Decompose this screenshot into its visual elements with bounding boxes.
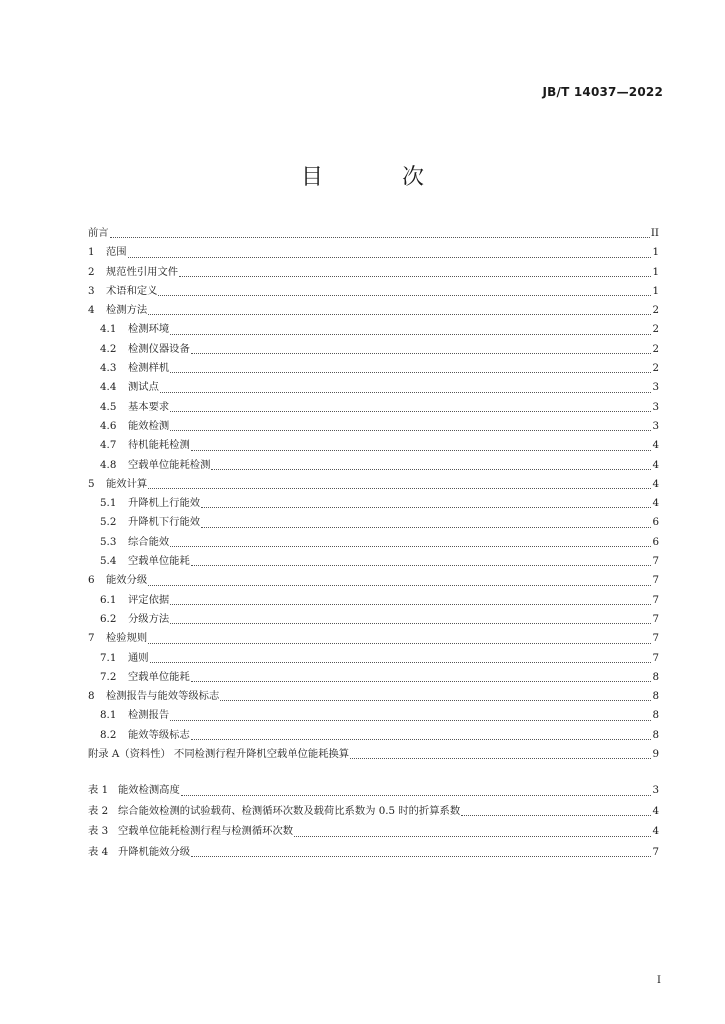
entry-title: 规范性引用文件: [106, 265, 179, 278]
dot-leader: [191, 738, 652, 740]
entry-page: 4: [652, 439, 659, 452]
dot-leader: [294, 835, 651, 837]
toc-entry[interactable]: [88, 359, 659, 378]
toc-entry[interactable]: [88, 494, 659, 513]
entry-number: 6.1: [100, 593, 117, 606]
dot-leader: [170, 371, 651, 373]
entry-number: 6: [88, 574, 95, 587]
dot-leader: [170, 603, 651, 605]
dot-leader: [110, 236, 650, 238]
entry-page: 8: [652, 709, 659, 722]
entry-page: 4: [652, 458, 659, 471]
entry-page: 7: [652, 632, 659, 645]
entry-title: 评定依据: [128, 593, 170, 606]
entry-number: 4.4: [100, 381, 117, 394]
entry-page: 7: [652, 574, 659, 587]
toc-entry[interactable]: [88, 552, 659, 571]
entry-page: 6: [652, 535, 659, 548]
entry-page: 2: [652, 304, 659, 317]
entry-number: 8: [88, 690, 95, 703]
entry-number: 4.8: [100, 458, 117, 471]
entry-title: 检测方法: [106, 304, 148, 317]
entry-page: 7: [652, 593, 659, 606]
table-entry[interactable]: [88, 842, 659, 863]
toc-entry[interactable]: [88, 571, 659, 590]
toc-entry[interactable]: [88, 320, 659, 339]
table-of-contents: [88, 224, 659, 764]
entry-number: 表 3: [88, 825, 109, 837]
entry-title: 基本要求: [128, 400, 170, 413]
standard-code: JB/T 14037—2022: [542, 85, 663, 99]
entry-title: 检验规则: [106, 632, 148, 645]
entry-title: 升降机下行能效: [128, 516, 201, 529]
dot-leader: [128, 256, 652, 258]
dot-leader: [191, 449, 652, 451]
entry-page: 3: [652, 419, 659, 432]
entry-number: 8.2: [100, 728, 117, 741]
entry-number: 表 4: [88, 845, 109, 858]
entry-page: II: [650, 227, 659, 239]
entry-number: 4.1: [100, 323, 117, 336]
entry-number: 4.5: [100, 400, 117, 413]
dot-leader: [461, 814, 651, 816]
entry-title: 空载单位能耗: [128, 670, 190, 683]
entry-title: 能效等级标志: [128, 728, 190, 741]
dot-leader: [191, 564, 652, 566]
entry-page: 4: [652, 804, 659, 817]
entry-number: 2: [88, 265, 95, 278]
dot-leader: [170, 410, 651, 412]
entry-title: 术语和定义: [106, 284, 158, 297]
dot-leader: [170, 719, 651, 721]
entry-title: 分级方法: [128, 612, 170, 625]
toc-entry[interactable]: [88, 456, 659, 475]
toc-entry[interactable]: [88, 591, 659, 610]
dot-leader: [158, 294, 651, 296]
entry-page: 7: [652, 845, 659, 858]
entry-number: 表 2: [88, 804, 109, 817]
dot-leader: [201, 526, 651, 528]
entry-number: 5.2: [100, 516, 117, 529]
toc-entry[interactable]: [88, 745, 659, 764]
toc-entry[interactable]: [88, 629, 659, 648]
entry-title: 检测样机: [128, 362, 170, 375]
entry-title: 综合能效: [128, 535, 170, 548]
entry-title: 通则: [128, 651, 149, 664]
toc-entry[interactable]: [88, 224, 659, 243]
entry-page: 3: [652, 381, 659, 394]
dot-leader: [170, 622, 651, 624]
dot-leader: [350, 757, 651, 759]
entry-title: 能效检测: [128, 419, 170, 432]
toc-entry[interactable]: [88, 263, 659, 282]
entry-title: 检测报告与能效等级标志: [106, 690, 220, 703]
entry-page: 2: [652, 342, 659, 355]
entry-page: 2: [652, 323, 659, 336]
toc-entry[interactable]: [88, 417, 659, 436]
toc-entry[interactable]: [88, 533, 659, 552]
entry-title: 检测环境: [128, 323, 170, 336]
entry-title: 附录 A（资料性） 不同检测行程升降机空载单位能耗换算: [88, 748, 350, 761]
dot-leader: [191, 855, 651, 857]
entry-title: 能效分级: [106, 574, 148, 587]
entry-page: 1: [652, 265, 659, 278]
entry-page: 3: [652, 400, 659, 413]
toc-entry[interactable]: [88, 436, 659, 455]
entry-page: 4: [652, 497, 659, 510]
toc-entry[interactable]: [88, 687, 659, 706]
dot-leader: [191, 352, 652, 354]
entry-page: 3: [652, 784, 659, 796]
entry-number: 4.2: [100, 342, 117, 355]
dot-leader: [211, 468, 651, 470]
table-entry[interactable]: [88, 780, 659, 801]
entry-page: 1: [652, 284, 659, 297]
entry-page: 7: [652, 555, 659, 568]
entry-page: 8: [652, 728, 659, 741]
list-of-tables: [88, 780, 659, 862]
toc-entry[interactable]: [88, 301, 659, 320]
table-entry[interactable]: [88, 801, 659, 822]
dot-leader: [181, 794, 652, 796]
entry-title: 综合能效检测的试验载荷、检测循环次数及载荷比系数为 0.5 时的折算系数: [118, 804, 461, 817]
toc-entry[interactable]: [88, 282, 659, 301]
dot-leader: [150, 661, 652, 663]
table-entry[interactable]: [88, 821, 659, 842]
entry-page: 9: [652, 748, 659, 761]
toc-entry[interactable]: [88, 398, 659, 417]
dot-leader: [170, 429, 651, 431]
entry-title: 待机能耗检测: [128, 439, 190, 452]
entry-title: 升降机上行能效: [128, 497, 201, 510]
dot-leader: [148, 642, 651, 644]
entry-number: 5.4: [100, 555, 117, 568]
entry-title: 能效计算: [106, 477, 148, 490]
entry-number: 4.3: [100, 362, 117, 375]
entry-title: 测试点: [128, 381, 159, 394]
entry-number: 8.1: [100, 709, 117, 722]
dot-leader: [170, 333, 651, 335]
toc-entry[interactable]: [88, 378, 659, 397]
entry-title: 空载单位能耗检测行程与检测循环次数: [118, 825, 294, 837]
dot-leader: [191, 680, 652, 682]
dot-leader: [220, 699, 651, 701]
entry-title: 空载单位能耗: [128, 555, 190, 568]
entry-title: 检测报告: [128, 709, 170, 722]
entry-number: 6.2: [100, 612, 117, 625]
entry-number: 4: [88, 304, 95, 317]
entry-title: 范围: [106, 246, 127, 259]
dot-leader: [148, 584, 651, 586]
toc-entry[interactable]: [88, 726, 659, 745]
entry-number: 1: [88, 246, 95, 259]
toc-entry[interactable]: [88, 668, 659, 687]
toc-entry[interactable]: [88, 475, 659, 494]
toc-entry[interactable]: [88, 649, 659, 668]
toc-entry[interactable]: [88, 706, 659, 725]
dot-leader: [201, 506, 651, 508]
entry-number: 4.7: [100, 439, 117, 452]
page-title: 目 次: [301, 165, 460, 190]
entry-number: 表 1: [88, 784, 109, 796]
entry-title: 检测仪器设备: [128, 342, 190, 355]
entry-page: 8: [652, 670, 659, 683]
dot-leader: [170, 545, 651, 547]
entry-title: 升降机能效分级: [118, 845, 191, 858]
dot-leader: [148, 313, 651, 315]
entry-page: 2: [652, 362, 659, 375]
toc-entry[interactable]: [88, 243, 659, 262]
entry-number: 5.3: [100, 535, 117, 548]
toc-entry[interactable]: [88, 340, 659, 359]
entry-title: 能效检测高度: [118, 784, 180, 796]
dot-leader: [179, 275, 651, 277]
dot-leader: [148, 487, 651, 489]
entry-page: 6: [652, 516, 659, 529]
page-number: I: [657, 975, 661, 986]
entry-page: 4: [652, 825, 659, 837]
entry-title: 前言: [88, 227, 109, 239]
entry-number: 5: [88, 477, 95, 490]
entry-number: 5.1: [100, 497, 117, 510]
entry-number: 7.2: [100, 670, 117, 683]
entry-title: 空载单位能耗检测: [128, 458, 211, 471]
entry-page: 1: [652, 246, 659, 259]
toc-entry[interactable]: [88, 513, 659, 532]
entry-page: 4: [652, 477, 659, 490]
entry-number: 3: [88, 284, 95, 297]
entry-page: 8: [652, 690, 659, 703]
entry-number: 7: [88, 632, 95, 645]
dot-leader: [160, 391, 652, 393]
toc-entry[interactable]: [88, 610, 659, 629]
entry-number: 4.6: [100, 419, 117, 432]
entry-page: 7: [652, 651, 659, 664]
entry-number: 7.1: [100, 651, 117, 664]
entry-page: 7: [652, 612, 659, 625]
